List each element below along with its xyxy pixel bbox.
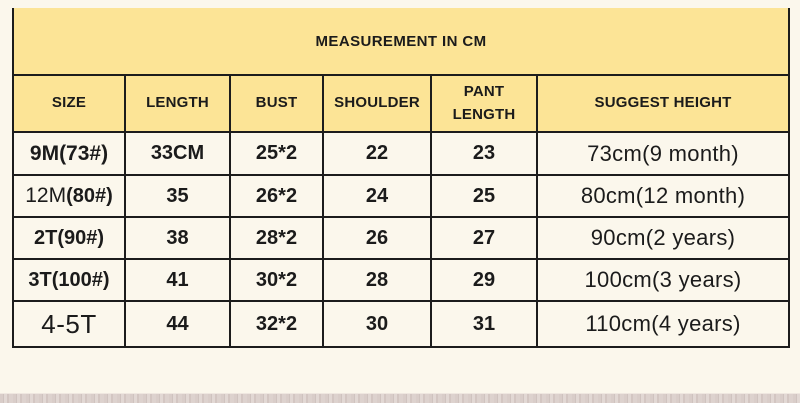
size-cell (13, 175, 125, 217)
table-title-row (13, 8, 789, 75)
shoulder-cell: 24 (323, 175, 431, 217)
size-text-part: 2T(90#) (33, 226, 105, 249)
measurement-table (12, 8, 790, 348)
shoulder-cell: 22 (323, 132, 431, 175)
pant-length-cell: 31 (431, 301, 537, 347)
size-text-part: 3T(100#) (28, 268, 110, 291)
pant-length-cell: 27 (431, 217, 537, 259)
size-text-part: 12M (25, 184, 67, 207)
suggest-height-cell: 110cm(4 years) (537, 301, 789, 347)
table-row (13, 132, 789, 175)
length-cell: 41 (125, 259, 230, 301)
column-header-size: SIZE (13, 75, 125, 132)
table-row (13, 217, 789, 259)
table-row (13, 301, 789, 347)
bust-cell: 26*2 (230, 175, 323, 217)
pant-length-cell: 29 (431, 259, 537, 301)
shoulder-cell: 28 (323, 259, 431, 301)
size-cell (13, 132, 125, 175)
table-title: MEASUREMENT IN CM (13, 8, 789, 75)
bust-cell: 28*2 (230, 217, 323, 259)
table-header-row (13, 75, 789, 132)
size-text-part: (80#) (66, 185, 113, 207)
size-text-part: 9M(73#) (29, 141, 109, 165)
size-cell (13, 301, 125, 347)
pant-length-cell: 23 (431, 132, 537, 175)
bust-cell: 32*2 (230, 301, 323, 347)
length-cell: 35 (125, 175, 230, 217)
shoulder-cell: 26 (323, 217, 431, 259)
column-header-pant-length: PANT LENGTH (431, 75, 537, 132)
suggest-height-cell: 80cm(12 month) (537, 175, 789, 217)
column-header-length: LENGTH (125, 75, 230, 132)
size-cell (13, 259, 125, 301)
column-header-bust: BUST (230, 75, 323, 132)
bust-cell: 25*2 (230, 132, 323, 175)
suggest-height-cell: 100cm(3 years) (537, 259, 789, 301)
table-row (13, 259, 789, 301)
table-row (13, 175, 789, 217)
size-text-part: 4-5T (41, 308, 97, 339)
column-header-shoulder: SHOULDER (323, 75, 431, 132)
length-cell: 38 (125, 217, 230, 259)
pant-length-cell: 25 (431, 175, 537, 217)
length-cell: 44 (125, 301, 230, 347)
suggest-height-cell: 90cm(2 years) (537, 217, 789, 259)
length-cell: 33CM (125, 132, 230, 175)
bust-cell: 30*2 (230, 259, 323, 301)
column-header-suggest-height: SUGGEST HEIGHT (537, 75, 789, 132)
size-cell (13, 217, 125, 259)
suggest-height-cell: 73cm(9 month) (537, 132, 789, 175)
shoulder-cell: 30 (323, 301, 431, 347)
